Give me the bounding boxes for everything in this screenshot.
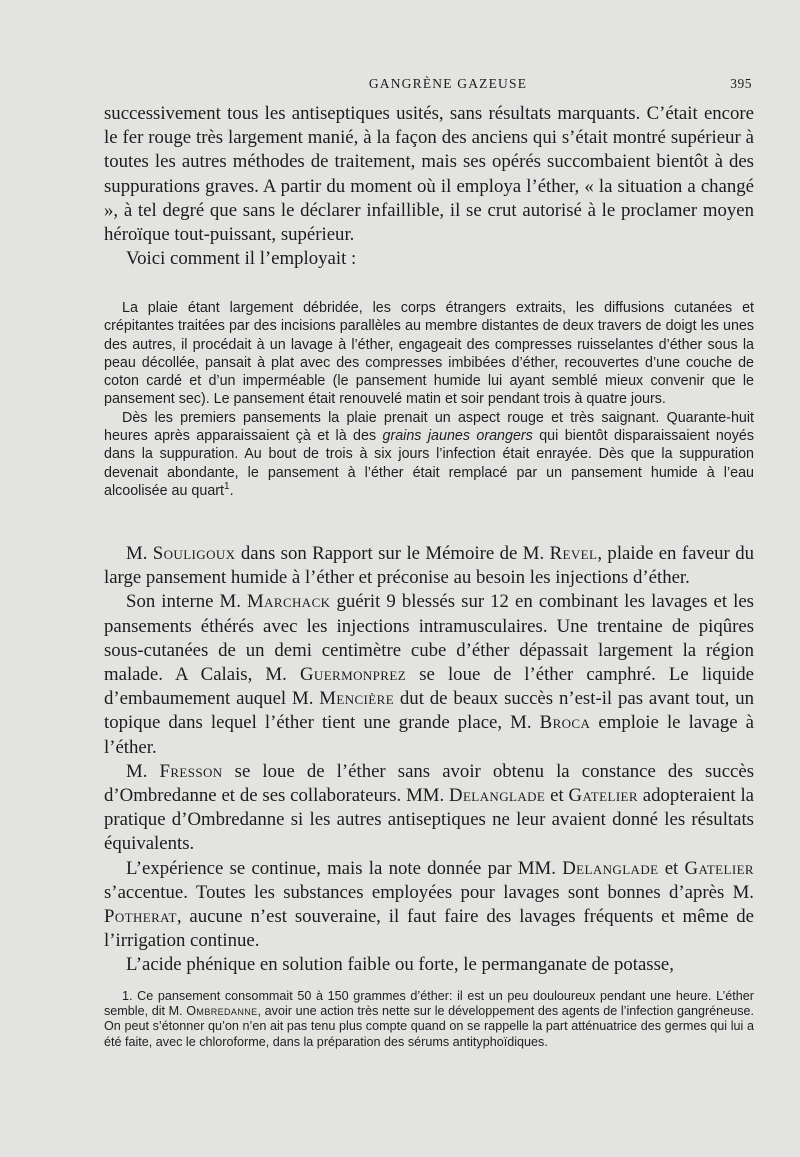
- author-name: Mencière: [319, 688, 395, 710]
- author-name: Gatelier: [684, 857, 754, 879]
- paragraph-6: L’expérience se continue, mais la note donnée par MM. Delanglade et Gatelier s’accentue. Toutes les substances employées pour lavages sont bonnes d’après M. Potherat, aucune n’est souveraine, il faut faire des lavages fréquents et même de l’irrigation continue.: [104, 857, 754, 952]
- page-header: [104, 76, 752, 96]
- paragraph-7: L’acide phénique en solution faible ou forte, le permanganate de potasse,: [126, 954, 674, 976]
- italic-phrase: grains jaunes orangers: [382, 428, 533, 445]
- author-name: Fresson: [159, 760, 223, 782]
- running-head: GANGRÈNE GAZEUSE: [368, 76, 528, 91]
- footnote-text: 1. Ce pansement consommait 50 à 150 grammes d’éther: il est un peu douloureux pendant une heure. L’éther semble, dit M. Ombredanne, avoir une action très nette sur le développement des agents de l’infection gangréneuse. On peut s’étonner qu’on n’en ait pas tenu plus compte quand on se rappelle la part atténuatrice des germes qui lui a été faite, avec le chloroforme, dans la préparation des sérums antityphoïdiques.: [104, 989, 754, 1049]
- body-text: [104, 542, 754, 978]
- author-name: Delanglade: [562, 857, 659, 879]
- author-name: Ombredanne: [186, 1004, 258, 1019]
- author-name: Potherat: [104, 906, 177, 928]
- quoted-passage: [104, 299, 754, 500]
- author-name: Souligoux: [152, 543, 236, 564]
- opening-text: [104, 102, 754, 271]
- author-name: Marchack: [246, 591, 331, 613]
- quote-paragraph-2: Dès les premiers pansements la plaie prenait un aspect rouge et très saignant. Quarante-huit heures après apparaissaient çà et là des grains jaunes orangers qui bientôt disparaissaient noyés dans la suppuration. Au bout de trois à six jours l’infection était enrayée. Dès que la suppuration devenait abondante, le pansement à l’éther était remplacé par un pansement humide à l’eau alcoolisée au quart$^1$.: [104, 409, 754, 499]
- paragraph-3: M. Souligoux dans son Rapport sur le Mémoire de M. Revel, plaide en faveur du large pansement humide à l’éther et préconise au besoin les injections d’éther.: [104, 543, 754, 589]
- footnote: [104, 989, 754, 1050]
- author-name: Delanglade: [449, 785, 546, 807]
- author-name: Broca: [539, 712, 591, 734]
- author-name: Guermonprez: [299, 664, 407, 686]
- author-name: Gatelier: [568, 785, 638, 807]
- page-number: 395: [730, 76, 752, 91]
- paragraph-2: Voici comment il l’employait :: [126, 248, 357, 270]
- author-name: Revel: [549, 543, 598, 564]
- paragraph-4: Son interne M. Marchack guérit 9 blessés sur 12 en combinant les lavages et les pansements éthérés avec les injections intramusculaires. Une trentaine de piqûres sous-cutanées de un demi centimètre cube d’éther dépassait largement la région malade. A Calais, M. Guermonprez se loue de l’éther camphré. Le liquide d’embaumement auquel M. Mencière dut de beaux succès n’est-il pas avant tout, un topique dans lequel l’éther tient une grande place, M. Broca emploie le lavage à l’éther.: [104, 591, 754, 758]
- footnote-ref: 1: [224, 481, 230, 493]
- quote-paragraph-1: La plaie étant largement débridée, les corps étrangers extraits, les diffusions cutanées et crépitantes traitées par des incisions parallèles au membre distantes de deux travers de doigt les unes des autres, il procédait à un lavage à l’éther, engageait des compresses ruisselantes d’éther sous la peau décollée, pansait à plat avec des compresses imbibées d’éther, recouvertes d’une couche de coton cardé et d’un imperméable (le pansement humide lui ayant semblé mieux convenir que le pansement sec). Le pansement était renouvelé matin et soir pendant trois à quatre jours.: [104, 300, 754, 408]
- paragraph-1: successivement tous les antiseptiques usités, sans résultats marquants. C’était encore le fer rouge très largement manié, à la façon des anciens qui s’était montré supérieur à toutes les autres méthodes de traitement, mais ses opérés succombaient bientôt à des suppurations graves. A partir du moment où il employa l’éther, « la situation a changé », à tel degré que sans le déclarer infaillible, il se crut autorisé à le proclamer moyen héroïque tout-puissant, supérieur.: [104, 103, 754, 246]
- paragraph-5: M. Fresson se loue de l’éther sans avoir obtenu la constance des succès d’Ombredanne et de ses collaborateurs. MM. Delanglade et Gatelier adopteraient la pratique d’Ombredanne si les autres antiseptiques ne leur avaient donné les résultats équivalents.: [104, 760, 755, 855]
